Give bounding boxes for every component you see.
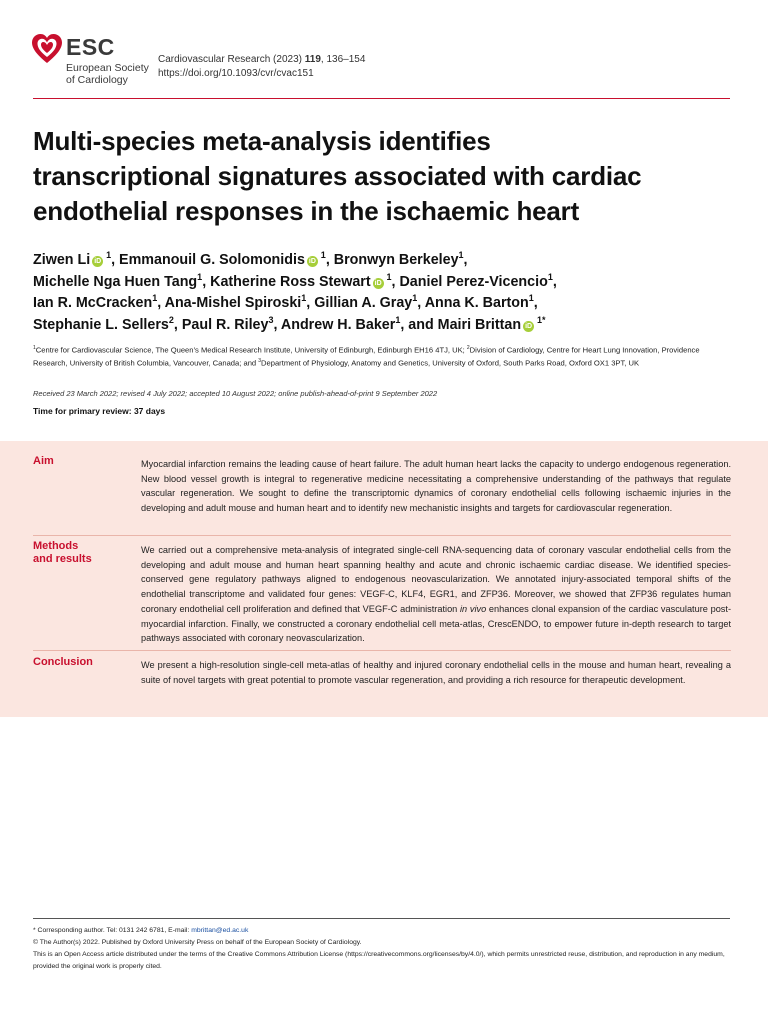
journal-citation — [158, 53, 365, 81]
orcid-icon[interactable]: iD — [308, 258, 316, 265]
affiliation-ref: 1 — [412, 293, 418, 304]
orcid-icon[interactable]: iD — [525, 322, 533, 330]
conclusion-text: We present a high-resolution single-cell meta-atlas of healthy and injured coronary endothelial cells in the mouse and human heart, revealing a suite of novel targets with great potential to promote vascular regeneration, and providing a rich resource for therapeutic development. — [141, 660, 731, 685]
review-time: Time for primary review: 37 days — [33, 406, 166, 416]
orcid-icon[interactable]: iD — [374, 279, 382, 287]
corresponding-author: * Corresponding author. Tel: 0131 242 6781, E-mail: mbrittan@ed.ac.uk — [33, 927, 249, 934]
esc-heart-logo-icon — [30, 32, 64, 66]
affiliation-ref: 2 — [168, 314, 174, 325]
email-link[interactable]: mbrittan@ed.ac.uk — [191, 927, 249, 934]
logo-wordmark: ESC — [66, 34, 115, 60]
affiliation-ref: 1 — [301, 293, 307, 304]
author-name[interactable]: Ian R. McCracken — [33, 295, 153, 311]
author-name[interactable]: Emmanouil G. Solomonidis — [119, 252, 305, 268]
affiliation-ref: 1 — [320, 250, 326, 261]
esc-logo[interactable] — [30, 32, 155, 88]
affiliation-ref: 1 — [547, 271, 553, 282]
section-divider — [33, 535, 731, 536]
author-line-2: Michelle Nga Huen Tang$^1$, Katherine Ross Stewart iD $^1$, Daniel Perez-Vicencio$^1$, — [33, 271, 557, 290]
doi-link[interactable]: https://doi.org/10.1093/cvr/cvac151 — [158, 68, 314, 79]
structured-abstract — [0, 441, 768, 717]
affiliation-ref: 1 — [528, 293, 534, 304]
author-name[interactable]: Mairi Brittan — [437, 316, 522, 333]
author-line-4: Stephanie L. Sellers$^2$, Paul R. Riley$^3$, Andrew H. Baker$^1$, and Mairi Brittan iD $^{1*}$ — [33, 314, 546, 333]
footer — [33, 925, 733, 973]
conclusion-heading: Conclusion — [33, 656, 93, 668]
author-list — [33, 250, 733, 336]
author-name[interactable]: Ana-Mishel Spiroski — [164, 295, 302, 311]
author-line-1: Ziwen Li iD $^1$, Emmanouil G. Solomonidis iD $^1$, Bronwyn Berkeley$^1$, — [33, 250, 468, 268]
footer-divider — [33, 918, 730, 919]
affiliation-ref: 1 — [458, 250, 464, 261]
author-name[interactable]: Paul R. Riley — [181, 316, 269, 333]
affiliations: $^1$Centre for Cardiovascular Science, The Queen’s Medical Research Institute, University of Edinburgh, Edinburgh EH16 4TJ, UK; $^2$Division of Cardiology, Centre for Heart Lung Innovation, Providence Research, University of British Columbia, Vancouver, Canada; and $^3$Department of Physiology, Anatomy and Genetics, University of Oxford, South Parks Road, Oxford OX1 3PT, UK — [33, 345, 700, 368]
author-name[interactable]: Andrew H. Baker — [280, 316, 396, 333]
license-text: This is an Open Access article distributed under the terms of the Creative Commons Attribution License (https://creativecommons.org/licenses/by/4.0/), which permits unrestricted reuse, distribution, and reproduction in any medium, provided the original work is properly cited. — [33, 951, 725, 970]
methods-heading: Methods and results — [33, 540, 92, 565]
affiliation-ref: 1 — [106, 250, 112, 261]
copyright: © The Author(s) 2022. Published by Oxford University Press on behalf of the European Society of Cardiology. — [33, 939, 362, 946]
affiliation-ref: 1 — [197, 271, 203, 282]
article-title: Multi-species meta-analysis identifies transcriptional signatures associated with cardiac endothelial responses in the ischaemic heart — [33, 126, 642, 226]
aim-text: Myocardial infarction remains the leading cause of heart failure. The adult human heart lacks the capacity to undergo endogenous regeneration. New blood vessel growth is integral to regenerative medicine necessitating a comprehensive understanding of the pathways that regulate vascular regeneration. We sought to define the transcriptomic dynamics of coronary endothelial cells following ischaemic injuries in the developing and adult mouse and human heart and to identify new mechanistic insights and targets for cardiovascular regeneration. — [141, 459, 731, 514]
journal-reference: Cardiovascular Research (2023) 119, 136–154 — [158, 54, 366, 65]
author-name[interactable]: Stephanie L. Sellers — [33, 316, 169, 333]
affiliation-ref: 1 — [152, 293, 158, 304]
logo-organization-name: European Society of Cardiology — [66, 62, 149, 86]
author-line-3: Ian R. McCracken$^1$, Ana-Mishel Spiroski$^1$, Gillian A. Gray$^1$, Anna K. Barton$^1$, — [33, 293, 538, 311]
author-name[interactable]: Katherine Ross Stewart — [210, 273, 371, 290]
aim-heading: Aim — [33, 455, 54, 467]
methods-text: We carried out a comprehensive meta-analysis of integrated single-cell RNA-sequencing data of coronary vascular endothelial cells from the developing and adult mouse and human heart spanning healthy and acute and chronic ischaemic cardiac disease. We identified species-conserved gene regulatory pathways aligned to endogenous neovascularization. We annotated injury-associated temporal shifts of the endothelial transcriptome and validated four genes: VEGF-C, KLF4, EGR1, and ZFP36. Moreover, we showed that ZFP36 regulates human coronary endothelial cell proliferation and defined that VEGF-C administration in vivo enhances clonal expansion of the cardiac vasculature post-myocardial infarction. Finally, we constructed a coronary endothelial cell meta-atlas, CrescENDO, to empower future in-depth research to target pathways associated with coronary neovascularization. — [141, 545, 732, 644]
affiliation-ref: 1 — [386, 271, 392, 282]
author-name[interactable]: Michelle Nga Huen Tang — [33, 273, 198, 290]
affiliation-ref: 1 — [395, 314, 401, 325]
author-name[interactable]: Gillian A. Gray — [314, 295, 413, 311]
header-divider — [33, 98, 730, 99]
author-name[interactable]: Bronwyn Berkeley — [333, 252, 459, 268]
author-name[interactable]: Daniel Perez-Vicencio — [399, 273, 548, 290]
section-divider — [33, 650, 731, 651]
journal-volume: 119 — [304, 54, 321, 65]
affiliation-ref: 3 — [268, 314, 274, 325]
author-name[interactable]: Anna K. Barton — [424, 295, 529, 311]
affiliation-ref: 1* — [536, 314, 546, 325]
orcid-icon[interactable]: iD — [94, 258, 102, 265]
author-name[interactable]: Ziwen Li — [33, 252, 91, 268]
publication-dates: Received 23 March 2022; revised 4 July 2022; accepted 10 August 2022; online publish-ahead-of-print 9 September 2022 — [33, 389, 438, 398]
